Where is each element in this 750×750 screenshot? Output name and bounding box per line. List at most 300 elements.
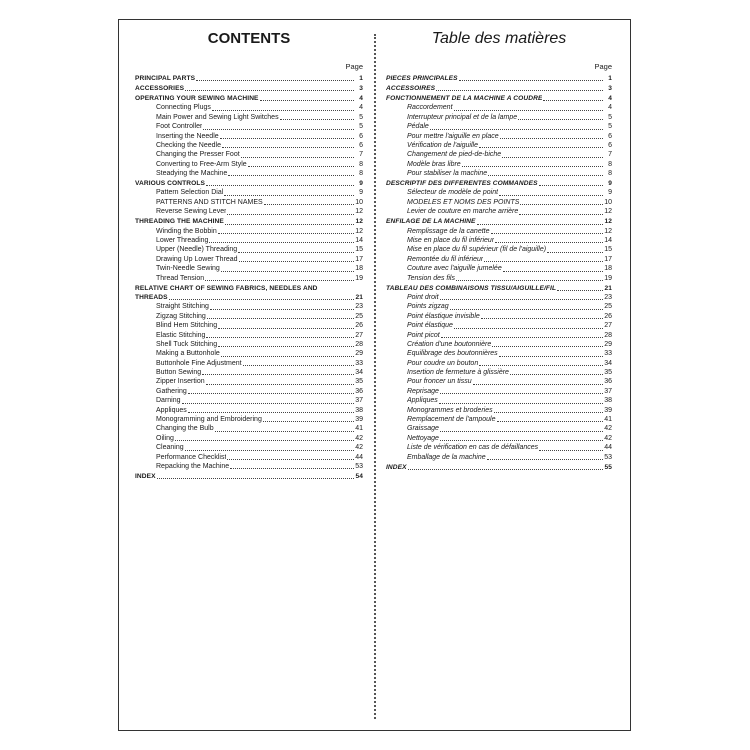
toc-page-number: 10 (604, 198, 612, 206)
toc-entry-title: Points zigzag (407, 303, 449, 311)
toc-entry (135, 377, 363, 386)
toc-entry-title: Monogrammes et broderies (407, 406, 493, 414)
toc-entry-title: Buttonhole Fine Adjustment (156, 359, 242, 367)
dot-leader (212, 110, 354, 111)
dot-leader (479, 365, 603, 366)
toc-entry (386, 236, 612, 245)
toc-page-number: 10 (355, 198, 363, 206)
toc-entry (386, 207, 612, 216)
dot-leader (430, 129, 603, 130)
toc-page-number: 23 (355, 303, 363, 311)
dot-leader (248, 166, 354, 167)
toc-entry (386, 331, 612, 340)
toc-page-number: 1 (608, 74, 612, 82)
toc-page-number: 12 (604, 208, 612, 216)
toc-entry-title: RELATIVE CHART OF SEWING FABRICS, NEEDLES AND (135, 284, 318, 292)
toc-entry (386, 340, 612, 349)
toc-page-number: 54 (355, 472, 363, 480)
toc-entry (135, 160, 363, 169)
dot-leader (441, 337, 603, 338)
toc-page-number: 5 (608, 113, 612, 121)
dot-leader (224, 195, 354, 196)
toc-entry-title: Pour mettre l'aiguille en place (407, 132, 499, 140)
toc-page-number: 29 (355, 350, 363, 358)
toc-entry (135, 312, 363, 321)
toc-page-number: 25 (355, 312, 363, 320)
dot-leader (488, 175, 603, 176)
toc-page-number: 27 (355, 331, 363, 339)
toc-page-number: 3 (359, 84, 363, 92)
toc-entry (135, 236, 363, 245)
toc-entry (135, 227, 363, 236)
toc-entry-title: Levier de couture en marche arrière (407, 208, 519, 216)
dot-leader (499, 195, 603, 196)
toc-entry-title: Mise en place du fil supérieur (fil de l'aiguille) (407, 246, 547, 254)
toc-entry (386, 122, 612, 131)
toc-entry-title: Pour stabiliser la machine (407, 170, 488, 178)
dot-leader (502, 157, 603, 158)
dot-leader (227, 214, 354, 215)
toc-entry (386, 245, 612, 254)
toc-entry (135, 387, 363, 396)
toc-entry-title: OPERATING YOUR SEWING MACHINE (135, 94, 259, 102)
dot-leader (454, 328, 603, 329)
toc-entry (386, 255, 612, 264)
toc-entry (135, 264, 363, 273)
toc-entry (135, 396, 363, 405)
dot-leader (157, 478, 354, 479)
contents-column-english (135, 28, 363, 481)
dot-leader (557, 290, 603, 291)
toc-entry (386, 349, 612, 358)
dot-leader (539, 185, 603, 186)
dot-leader (481, 318, 603, 319)
toc-page-number: 4 (359, 104, 363, 112)
toc-entry (135, 169, 363, 178)
toc-entry-title: Sélecteur de modèle de point (407, 189, 499, 197)
toc-entry (135, 217, 363, 226)
toc-page-number: 41 (355, 425, 363, 433)
dot-leader (222, 147, 354, 148)
toc-page-number: 39 (604, 406, 612, 414)
toc-entry (135, 245, 363, 254)
toc-entry (386, 74, 612, 83)
toc-entry (386, 377, 612, 386)
toc-entry-title: Button Sewing (156, 369, 202, 377)
toc-entry (135, 150, 363, 159)
toc-entry-title: Remplissage de la canette (407, 227, 490, 235)
dot-leader (239, 261, 354, 262)
dot-leader (182, 403, 354, 404)
toc-entry (386, 284, 612, 293)
toc-entry-title: Making a Buttonhole (156, 350, 220, 358)
toc-entry-title: THREADING THE MACHINE (135, 218, 224, 226)
toc-page-number: 29 (604, 340, 612, 348)
dot-leader (518, 119, 603, 120)
dot-leader (539, 450, 603, 451)
toc-page-number: 12 (604, 218, 612, 226)
toc-entry (135, 434, 363, 443)
toc-entry-title: Repacking the Machine (156, 462, 230, 470)
toc-page-number: 27 (604, 322, 612, 330)
toc-page-number: 9 (359, 189, 363, 197)
toc-entry-title: PATTERNS AND STITCH NAMES (156, 198, 263, 206)
dot-leader (241, 157, 354, 158)
toc-entry-title: Connecting Plugs (156, 104, 211, 112)
toc-entry-title: Drawing Up Lower Thread (156, 255, 238, 263)
toc-entry-title: Upper (Needle) Threading (156, 246, 238, 254)
toc-entry-title: Monogramming and Embroidering (156, 416, 262, 424)
toc-page-number: 33 (355, 359, 363, 367)
toc-entry (386, 132, 612, 141)
toc-page-number: 6 (608, 141, 612, 149)
toc-entry-title: Point droit (407, 293, 439, 301)
toc-entry-title: Zigzag Stitching (156, 312, 206, 320)
toc-entry (386, 150, 612, 159)
toc-entry (386, 368, 612, 377)
toc-entry (135, 141, 363, 150)
toc-entry-title: Point picot (407, 331, 440, 339)
toc-entry (386, 160, 612, 169)
toc-list-french (386, 74, 612, 472)
toc-entry-title: Vérification de l'aiguille (407, 141, 478, 149)
dot-leader (218, 346, 354, 347)
dot-leader (206, 337, 354, 338)
dot-leader (440, 431, 603, 432)
toc-entry (386, 321, 612, 330)
toc-page-number: 7 (359, 151, 363, 159)
toc-entry (135, 331, 363, 340)
toc-page-number: 19 (604, 274, 612, 282)
toc-entry (386, 434, 612, 443)
toc-page-number: 1 (359, 74, 363, 82)
toc-page-number: 25 (604, 303, 612, 311)
toc-page-number: 12 (355, 227, 363, 235)
dot-leader (202, 374, 354, 375)
toc-page-number: 21 (355, 293, 363, 301)
toc-page-number: 26 (604, 312, 612, 320)
toc-entry-title: Oiling (156, 434, 174, 442)
toc-page-number: 37 (604, 387, 612, 395)
dot-leader (206, 185, 354, 186)
toc-entry-title: Equilibrage des boutonnières (407, 350, 498, 358)
toc-entry (386, 198, 612, 207)
toc-page-number: 5 (608, 123, 612, 131)
dot-leader (547, 252, 603, 253)
dot-leader (408, 469, 603, 470)
toc-entry (386, 169, 612, 178)
toc-entry (386, 293, 612, 302)
toc-entry-title: Emballage de la machine (407, 453, 486, 461)
dot-leader (263, 421, 354, 422)
toc-page-number: 8 (359, 160, 363, 168)
toc-entry (135, 321, 363, 330)
dot-leader (185, 450, 354, 451)
dot-leader (264, 204, 354, 205)
toc-page-number: 4 (608, 94, 612, 102)
toc-page-number: 44 (355, 453, 363, 461)
toc-entry (135, 84, 363, 93)
toc-page-number: 28 (604, 331, 612, 339)
toc-entry-title: PRINCIPAL PARTS (135, 74, 196, 82)
toc-entry (135, 462, 363, 471)
toc-entry-title-continued: THREADS (135, 293, 168, 301)
toc-page-number: 28 (355, 340, 363, 348)
toc-entry (386, 463, 612, 472)
dot-leader (436, 90, 603, 91)
toc-entry-title: Liste de vérification en cas de défaillances (407, 444, 539, 452)
dot-leader (494, 412, 603, 413)
toc-page-number: 9 (359, 180, 363, 188)
dot-leader (510, 374, 603, 375)
toc-entry-title: Lower Threading (156, 237, 209, 244)
toc-entry (135, 274, 363, 283)
toc-entry-title: TABLEAU DES COMBINAISONS TISSU/AIGUILLE/FIL (386, 284, 557, 292)
toc-entry-title: INDEX (386, 463, 407, 471)
toc-entry (386, 274, 612, 283)
toc-entry (135, 453, 363, 462)
dot-leader (450, 309, 603, 310)
toc-entry-title: Pour froncer un tissu (407, 378, 472, 386)
toc-entry-title: MODELES ET NOMS DES POINTS (407, 198, 520, 206)
dot-leader (280, 119, 354, 120)
toc-entry-title: Appliques (156, 406, 187, 414)
dot-leader (503, 271, 603, 272)
toc-entry-title: Remplacement de l'ampoule (407, 416, 496, 424)
toc-entry-title: ACCESSOIRES (386, 84, 436, 92)
toc-entry (135, 207, 363, 216)
toc-page-number: 6 (608, 132, 612, 140)
toc-page-number: 17 (604, 255, 612, 263)
toc-entry (135, 103, 363, 112)
dot-leader (440, 299, 603, 300)
toc-entry (135, 302, 363, 311)
toc-entry (386, 179, 612, 188)
toc-entry (386, 217, 612, 226)
toc-entry-title: Performance Checklist (156, 453, 227, 461)
toc-entry-title: ENFILAGE DE LA MACHINE (386, 218, 476, 226)
contents-title: CONTENTS (207, 30, 291, 47)
toc-page-number: 38 (604, 397, 612, 405)
toc-entry-title: Mise en place du fil inférieur (407, 237, 495, 244)
toc-entry (386, 453, 612, 462)
toc-entry (135, 415, 363, 424)
toc-page-number: 5 (359, 123, 363, 131)
toc-page-number: 37 (355, 397, 363, 405)
toc-entry-title: Inserting the Needle (156, 132, 219, 140)
toc-page-number: 14 (604, 237, 612, 244)
toc-entry-title: FONCTIONNEMENT DE LA MACHINE A COUDRE (386, 94, 543, 102)
dot-leader (209, 242, 354, 243)
dot-leader (479, 147, 603, 148)
toc-entry-title: Pour coudre un bouton (407, 359, 479, 367)
toc-entry-title: Gathering (156, 387, 187, 395)
dot-leader (459, 80, 603, 81)
toc-entry-title: Changing the Bulb (156, 425, 214, 433)
dot-leader (440, 440, 603, 441)
dot-leader (456, 280, 603, 281)
toc-page-number: 53 (355, 462, 363, 470)
toc-entry-title: Steadying the Machine (156, 170, 228, 178)
toc-entry (135, 368, 363, 377)
toc-entry-title: Appliques (407, 397, 438, 405)
dot-leader (497, 421, 604, 422)
toc-page-number: 44 (604, 444, 612, 452)
column-divider (374, 34, 376, 719)
toc-entry (135, 198, 363, 207)
toc-entry (135, 113, 363, 122)
toc-page-number: 12 (604, 227, 612, 235)
toc-entry (386, 396, 612, 405)
toc-page-number: 9 (608, 189, 612, 197)
toc-entry-title: Couture avec l'aiguille jumelée (407, 265, 502, 273)
dot-leader (228, 175, 354, 176)
toc-entry (135, 284, 363, 303)
toc-entry-title: Tension des fils (407, 274, 455, 282)
toc-page-number: 8 (359, 170, 363, 178)
toc-entry-title: Elastic Stitching (156, 331, 206, 339)
dot-leader (220, 138, 354, 139)
dot-leader (169, 299, 354, 300)
toc-page-number: 42 (355, 444, 363, 452)
toc-entry-title: Remontée du fil inférieur (407, 255, 484, 263)
dot-leader (185, 90, 354, 91)
toc-page-number: 4 (359, 94, 363, 102)
toc-page-number: 7 (608, 151, 612, 159)
toc-page-number: 42 (604, 425, 612, 433)
dot-leader (454, 110, 603, 111)
toc-entry-title: Reprisage (407, 387, 439, 395)
toc-entry (135, 443, 363, 452)
toc-entry (386, 359, 612, 368)
toc-entry-title: Checking the Needle (156, 141, 221, 149)
toc-page-number: 34 (604, 359, 612, 367)
toc-entry-title: Main Power and Sewing Light Switches (156, 113, 279, 121)
toc-entry-title: Zipper Insertion (156, 378, 205, 386)
toc-entry (386, 443, 612, 452)
dot-leader (218, 233, 354, 234)
contents-column-french (386, 28, 612, 472)
table-des-matieres-title: Table des matières (431, 30, 567, 47)
dot-leader (473, 384, 603, 385)
toc-entry (135, 349, 363, 358)
toc-entry (135, 188, 363, 197)
toc-entry (135, 340, 363, 349)
dot-leader (500, 138, 603, 139)
toc-entry-title: Thread Tension (156, 274, 205, 282)
toc-entry-title: Création d'une boutonnière (407, 340, 492, 348)
toc-entry (135, 424, 363, 433)
toc-entry-title: Reverse Sewing Lever (156, 208, 227, 216)
page-column-label: Page (345, 62, 363, 71)
toc-entry-title: Darning (156, 397, 181, 405)
toc-page-number: 33 (604, 350, 612, 358)
toc-entry-title: Foot Controller (156, 123, 203, 131)
toc-entry-title: ACCESSORIES (135, 84, 185, 92)
toc-page-number: 19 (355, 274, 363, 282)
toc-page-number: 35 (604, 369, 612, 377)
toc-entry-title: Modèle bras libre (407, 160, 461, 168)
dot-leader (487, 459, 603, 460)
toc-entry-title: Changing the Presser Foot (156, 151, 240, 159)
toc-entry-title: VARIOUS CONTROLS (135, 180, 205, 188)
toc-page-number: 15 (355, 246, 363, 254)
dot-leader (484, 261, 603, 262)
toc-page-number: 21 (604, 284, 612, 292)
toc-entry-title: Pattern Selection Dial (156, 189, 224, 197)
toc-page-number: 39 (355, 416, 363, 424)
toc-entry (386, 312, 612, 321)
toc-page-number: 36 (355, 387, 363, 395)
toc-entry (135, 132, 363, 141)
toc-page-number: 17 (355, 255, 363, 263)
dot-leader (221, 271, 354, 272)
toc-page-number: 6 (359, 132, 363, 140)
dot-leader (227, 459, 354, 460)
toc-page-number: 15 (604, 246, 612, 254)
dot-leader (519, 214, 603, 215)
dot-leader (462, 166, 603, 167)
toc-entry-title: Raccordement (407, 104, 453, 112)
toc-page-number: 42 (604, 434, 612, 442)
toc-entry (135, 359, 363, 368)
toc-page-number: 12 (355, 208, 363, 216)
dot-leader (206, 384, 354, 385)
toc-entry-title: Blind Hem Stitching (156, 322, 218, 330)
toc-page-number: 8 (608, 160, 612, 168)
toc-list-english (135, 74, 363, 481)
toc-page-number: 18 (355, 265, 363, 273)
toc-entry (135, 406, 363, 415)
dot-leader (203, 129, 354, 130)
dot-leader (492, 346, 603, 347)
dot-leader (221, 356, 354, 357)
toc-entry (135, 122, 363, 131)
toc-entry (386, 415, 612, 424)
dot-leader (543, 100, 603, 101)
dot-leader (477, 224, 603, 225)
toc-page-number: 36 (604, 378, 612, 386)
toc-page-number: 4 (608, 104, 612, 112)
toc-entry (386, 387, 612, 396)
dot-leader (491, 233, 604, 234)
dot-leader (520, 204, 603, 205)
toc-entry (135, 472, 363, 481)
toc-entry-title: Nettoyage (407, 434, 439, 442)
toc-entry-title: DESCRIPTIF DES DIFFERENTES COMMANDES (386, 180, 538, 188)
toc-entry (135, 179, 363, 188)
toc-page-number: 18 (604, 265, 612, 273)
toc-page-number: 53 (604, 453, 612, 461)
toc-page-number: 5 (359, 113, 363, 121)
toc-entry (135, 74, 363, 83)
toc-page-number: 9 (608, 180, 612, 188)
toc-entry-title: Winding the Bobbin (156, 227, 217, 235)
toc-entry-title: Pédale (407, 123, 429, 131)
toc-entry-title: Converting to Free-Arm Style (156, 160, 247, 168)
toc-entry-title: Graissage (407, 425, 439, 433)
toc-entry (386, 188, 612, 197)
toc-page-number: 55 (604, 463, 612, 471)
dot-leader (230, 468, 354, 469)
toc-entry-title: Changement de pied-de-biche (407, 151, 502, 159)
toc-page-number: 41 (604, 416, 612, 424)
dot-leader (495, 242, 603, 243)
toc-entry-title: Cleaning (156, 444, 184, 452)
dot-leader (440, 393, 603, 394)
dot-leader (225, 224, 354, 225)
toc-page-number: 14 (355, 237, 363, 244)
